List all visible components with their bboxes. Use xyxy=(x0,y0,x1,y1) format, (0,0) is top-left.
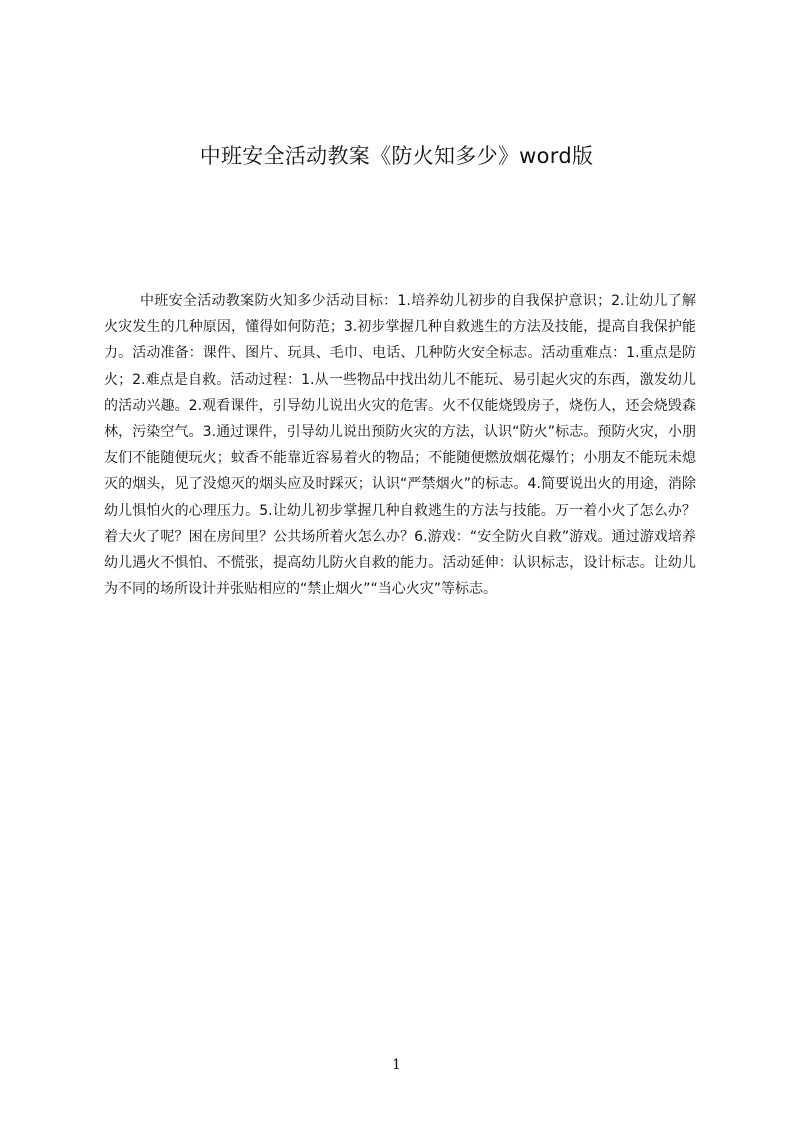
document-body-paragraph: 中班安全活动教案防火知多少活动目标：1.培养幼儿初步的自我保护意识；2.让幼儿了解火灾发生的几种原因，懂得如何防范；3.初步掌握几种自救逃生的方法及技能，提高自我保护能力。活动准备：课件、图片、玩具、毛巾、电话、几种防火安全标志。活动重难点：1.重点是防火；2.难点是自救。活动过程：1.从一些物品中找出幼儿不能玩、易引起火灾的东西，激发幼儿的活动兴趣。2.观看课件，引导幼儿说出火灾的危害。火不仅能烧毁房子，烧伤人，还会烧毁森林，污染空气。3.通过课件，引导幼儿说出预防火灾的方法，认识“防火”标志。预防火灾，小朋友们不能随便玩火；蚊香不能靠近容易着火的物品；不能随便燃放烟花爆竹；小朋友不能玩未熄灭的烟头，见了没熄灭的烟头应及时踩灭；认识“严禁烟火”的标志。4.简要说出火的用途，消除幼儿惧怕火的心理压力。5.让幼儿初步掌握几种自救逃生的方法与技能。万一着小火了怎么办？着大火了呢？困在房间里？公共场所着火怎么办？6.游戏：“安全防火自救”游戏。通过游戏培养幼儿遇火不惧怕、不慌张，提高幼儿防火自救的能力。活动延伸：认识标志，设计标志。让幼儿为不同的场所设计并张贴相应的“禁止烟火”“当心火灾”等标志。 xyxy=(104,293,696,598)
page-number: 1 xyxy=(392,1057,401,1073)
document-title: 中班安全活动教案《防火知多少》word版 xyxy=(199,144,594,168)
